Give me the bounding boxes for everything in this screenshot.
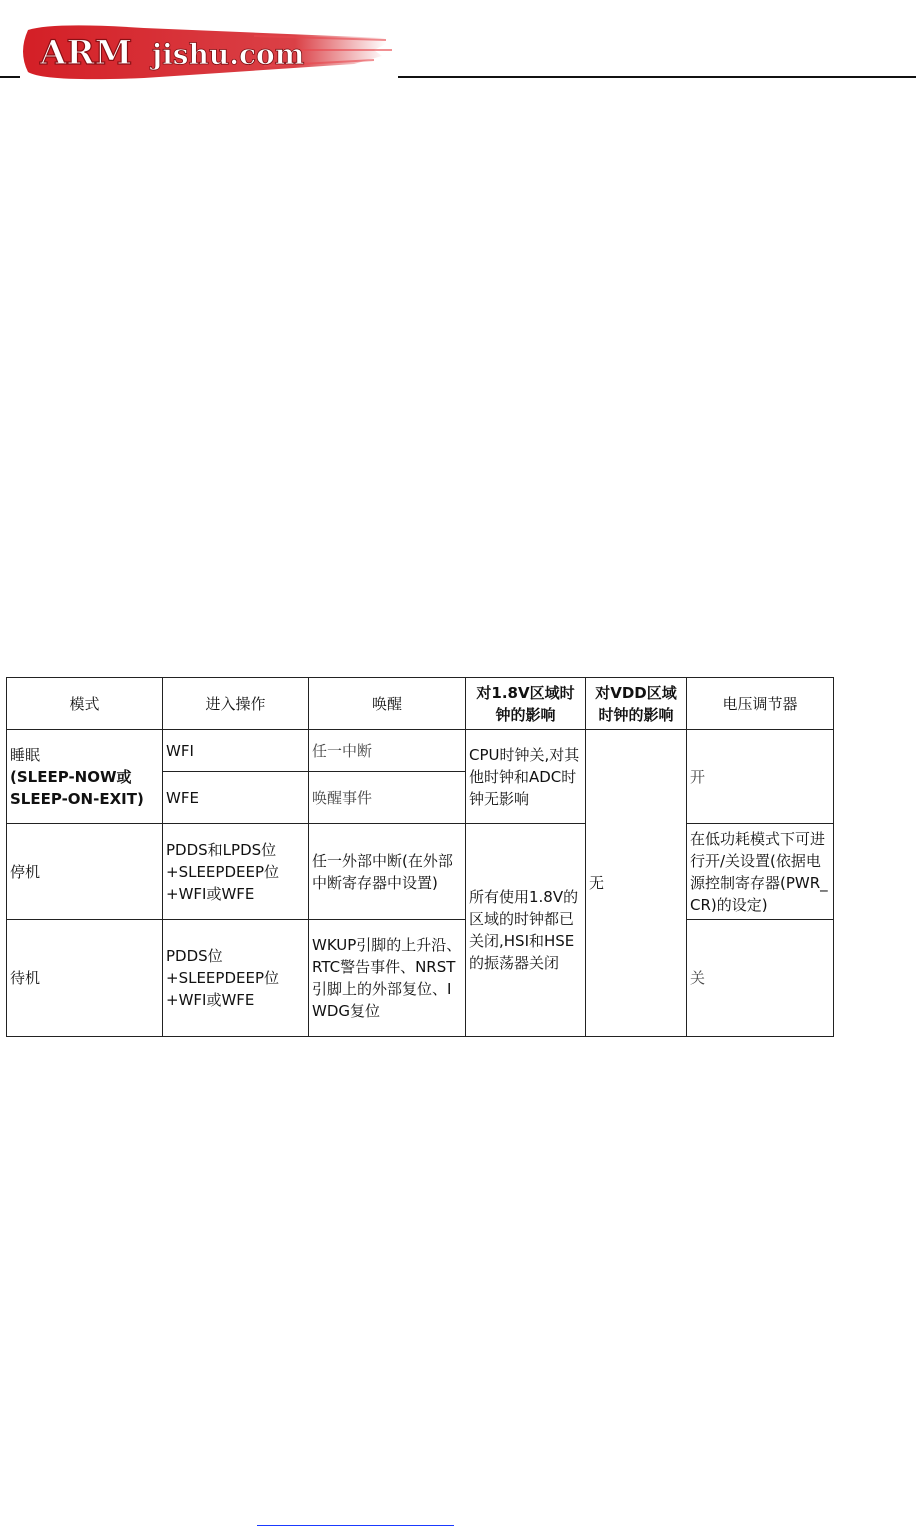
cell-mode-sleep: [7, 730, 163, 824]
cell-standby-regulator: 关: [687, 920, 834, 1037]
stop-entry-line-1: PDDS和LPDS位: [166, 840, 277, 859]
table-row-standby: [7, 920, 834, 1037]
standby-entry-line-3: +WFI或WFE: [166, 991, 255, 1009]
header-wakeup: 唤醒: [309, 678, 466, 730]
sleep-mode-variant-1: (SLEEP-NOW或: [10, 767, 132, 786]
header-mode: 模式: [7, 678, 163, 730]
cell-stop-standby-1v8-clock: 所有使用1.8V的区域的时钟都已关闭,HSI和HSE的振荡器关闭: [466, 824, 586, 1037]
sleep-mode-label: 睡眠: [10, 745, 41, 764]
stop-entry-line-3: +WFI或WFE: [166, 884, 255, 903]
cell-wake-event: 唤醒事件: [309, 772, 466, 824]
svg-text:jishu.com: jishu.com: [152, 38, 305, 71]
header-vdd-clock: 对VDD区域时钟的影响: [586, 678, 687, 730]
header-rule-right: [398, 76, 916, 78]
cell-vdd-clock-all: 无: [586, 730, 687, 1037]
table-header-row: [7, 678, 834, 730]
cell-sleep-1v8-clock: CPU时钟关,对其他时钟和ADC时钟无影响: [466, 730, 586, 824]
stop-entry-line-2: +SLEEPDEEP位: [166, 862, 279, 881]
cell-sleep-regulator: 开: [687, 730, 834, 824]
standby-entry-line-2: +SLEEPDEEP位: [166, 969, 279, 987]
footer-website-link[interactable]: [257, 1511, 454, 1526]
sleep-mode-variant-2: SLEEP-ON-EXIT): [10, 789, 144, 808]
cell-wake-any-interrupt: 任一中断: [309, 730, 466, 772]
table-row-stop: [7, 824, 834, 920]
header-regulator: 电压调节器: [687, 678, 834, 730]
header-rule-left: [0, 76, 20, 78]
cell-entry-wfe: WFE: [163, 772, 309, 824]
svg-text:ARM: ARM: [40, 33, 133, 73]
cell-wake-stop: 任一外部中断(在外部中断寄存器中设置): [309, 824, 466, 920]
header-1v8-clock: 对1.8V区域时钟的影响: [466, 678, 586, 730]
cell-mode-standby: 待机: [7, 920, 163, 1037]
cell-stop-regulator: 在低功耗模式下可进行开/关设置(依据电源控制寄存器(PWR_CR)的设定): [687, 824, 834, 920]
cell-wake-standby: WKUP引脚的上升沿、RTC警告事件、NRST引脚上的外部复位、IWDG复位: [309, 920, 466, 1037]
cell-entry-standby: [163, 920, 309, 1037]
standby-entry-line-1: PDDS位: [166, 947, 223, 965]
header-entry: 进入操作: [163, 678, 309, 730]
cell-mode-stop: 停机: [7, 824, 163, 920]
armjishu-logo: [14, 20, 394, 84]
table-row-sleep-wfi: [7, 730, 834, 772]
cell-entry-wfi: WFI: [163, 730, 309, 772]
low-power-modes-table: [6, 677, 834, 1037]
cell-entry-stop: [163, 824, 309, 920]
